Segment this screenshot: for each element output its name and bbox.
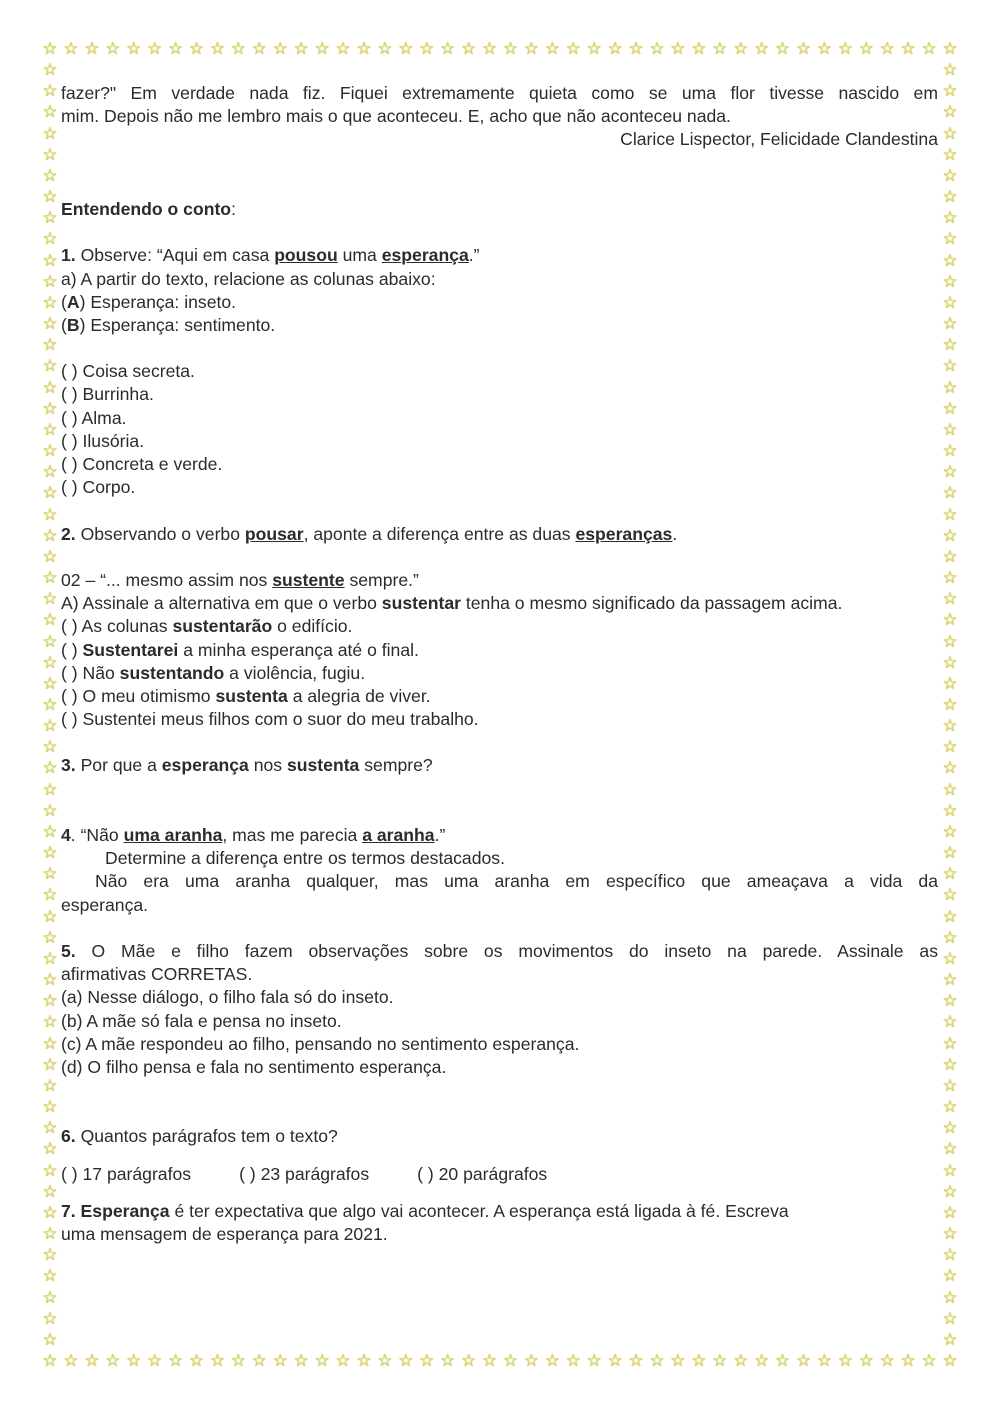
star-icon: ☆ <box>42 716 58 737</box>
star-icon: ☆ <box>879 39 895 59</box>
star-icon: ☆ <box>419 39 435 59</box>
star-icon: ☆ <box>42 398 58 419</box>
star-icon: ☆ <box>42 1287 58 1308</box>
q7-statement: 7. Esperança é ter expectativa que algo vai acontecer. A esperança está ligada à fé. Escreva <box>61 1200 789 1221</box>
star-icon: ☆ <box>795 39 812 59</box>
highlight-a-aranha: a aranha <box>362 825 435 845</box>
star-icon: ☆ <box>942 589 958 610</box>
star-icon: ☆ <box>628 39 644 59</box>
star-icon: ☆ <box>42 1266 58 1287</box>
star-icon: ☆ <box>942 1012 958 1033</box>
star-icon: ☆ <box>356 1351 372 1371</box>
star-icon: ☆ <box>942 546 958 567</box>
star-icon: ☆ <box>942 377 958 398</box>
star-icon: ☆ <box>42 187 58 208</box>
star-icon: ☆ <box>314 39 330 59</box>
star-icon: ☆ <box>523 1351 540 1371</box>
star-icon: ☆ <box>942 335 958 356</box>
star-icon: ☆ <box>942 1097 958 1118</box>
star-icon: ☆ <box>230 1351 246 1371</box>
star-icon: ☆ <box>942 631 958 652</box>
star-icon: ☆ <box>42 123 58 144</box>
star-icon: ☆ <box>942 1329 958 1350</box>
star-icon: ☆ <box>837 39 853 59</box>
q02-option[interactable]: ( ) O meu otimismo sustenta a alegria de viver. <box>61 685 431 706</box>
star-icon: ☆ <box>942 1033 958 1054</box>
intro-line-1: fazer?" Em verdade nada fiz. Fiquei extremamente quieta como se uma flor tivesse nascido em <box>61 83 938 103</box>
star-icon: ☆ <box>398 1351 414 1371</box>
q4-instruction: Determine a diferença entre os termos destacados. <box>105 848 505 869</box>
star-icon: ☆ <box>42 462 58 483</box>
star-icon: ☆ <box>460 39 477 59</box>
star-icon: ☆ <box>942 1245 958 1266</box>
q02-option[interactable]: ( ) As colunas sustentarão o edifício. <box>61 616 353 637</box>
q1-option-a: (A) Esperança: inseto. <box>61 291 237 312</box>
star-icon: ☆ <box>188 1351 205 1371</box>
star-icon: ☆ <box>105 39 121 59</box>
star-icon: ☆ <box>942 314 958 335</box>
star-icon: ☆ <box>42 1181 58 1202</box>
star-icon: ☆ <box>42 208 58 229</box>
star-icon: ☆ <box>712 39 728 59</box>
star-icon: ☆ <box>42 1329 58 1350</box>
star-icon: ☆ <box>42 1118 58 1139</box>
star-icon: ☆ <box>942 398 958 419</box>
star-icon: ☆ <box>272 39 288 59</box>
star-icon: ☆ <box>754 39 770 59</box>
star-icon: ☆ <box>607 39 623 59</box>
q1-instruction: a) A partir do texto, relacione as colunas abaixo: <box>61 268 436 289</box>
q5-statement: 5. O Mãe e filho fazem observações sobre os movimentos do inseto na parede. Assinale as <box>61 940 938 961</box>
star-icon: ☆ <box>42 652 58 673</box>
star-icon: ☆ <box>502 39 519 59</box>
star-icon: ☆ <box>942 885 958 906</box>
star-icon: ☆ <box>942 462 958 483</box>
star-icon: ☆ <box>942 1139 958 1160</box>
star-icon: ☆ <box>377 39 393 59</box>
highlight-uma-aranha: uma aranha <box>123 825 223 845</box>
highlight-sustente: sustente <box>272 569 345 590</box>
star-icon: ☆ <box>565 39 581 59</box>
star-icon: ☆ <box>335 39 351 59</box>
star-icon: ☆ <box>942 1075 958 1096</box>
star-icon: ☆ <box>837 1351 853 1371</box>
q7-statement-2: uma mensagem de esperança para 2021. <box>61 1224 388 1244</box>
star-icon: ☆ <box>942 673 958 694</box>
star-icon: ☆ <box>42 737 58 758</box>
star-icon: ☆ <box>942 483 958 504</box>
star-icon: ☆ <box>42 864 58 885</box>
star-icon: ☆ <box>942 81 958 102</box>
star-icon: ☆ <box>42 1308 58 1329</box>
star-icon: ☆ <box>42 250 58 271</box>
star-icon: ☆ <box>419 1351 435 1371</box>
star-icon: ☆ <box>42 991 58 1012</box>
q1-item[interactable]: ( ) Alma. <box>61 407 127 428</box>
star-icon: ☆ <box>42 1224 58 1245</box>
star-icon: ☆ <box>42 843 58 864</box>
star-icon: ☆ <box>712 1351 728 1371</box>
star-icon: ☆ <box>942 144 958 165</box>
q5-statement-2: afirmativas CORRETAS. <box>61 964 253 985</box>
q02-option[interactable]: ( ) Não sustentando a violência, fugiu. <box>61 662 366 683</box>
star-icon: ☆ <box>42 292 58 313</box>
star-icon: ☆ <box>942 610 958 631</box>
star-icon: ☆ <box>272 1351 288 1371</box>
star-icon: ☆ <box>42 483 58 504</box>
q2-statement: 2. Observando o verbo pousar, aponte a diferença entre as duas esperanças. <box>61 523 678 544</box>
star-icon: ☆ <box>691 39 707 59</box>
star-icon: ☆ <box>42 60 58 81</box>
star-icon: ☆ <box>167 39 184 59</box>
star-icon: ☆ <box>942 1118 958 1139</box>
star-icon: ☆ <box>942 208 958 229</box>
star-icon: ☆ <box>481 1351 498 1371</box>
q5-item[interactable]: (b) A mãe só fala e pensa no inseto. <box>61 1010 342 1031</box>
star-icon: ☆ <box>42 441 58 462</box>
worksheet-content <box>61 82 938 1246</box>
q4-statement: 4. “Não uma aranha, mas me parecia a aranha.” <box>61 825 446 845</box>
highlight-pousar: pousar <box>244 523 304 544</box>
star-icon: ☆ <box>628 1351 644 1371</box>
star-icon: ☆ <box>942 779 958 800</box>
q6-statement: 6. Quantos parágrafos tem o texto? <box>61 1126 338 1147</box>
star-icon: ☆ <box>398 39 414 59</box>
q5-item[interactable]: (d) O filho pensa e fala no sentimento esperança. <box>61 1056 447 1077</box>
star-icon: ☆ <box>942 419 958 440</box>
star-icon: ☆ <box>942 356 958 377</box>
star-icon: ☆ <box>42 948 58 969</box>
star-icon: ☆ <box>42 906 58 927</box>
star-icon: ☆ <box>42 1054 58 1075</box>
star-icon: ☆ <box>921 1351 937 1371</box>
star-icon: ☆ <box>523 39 540 59</box>
star-icon: ☆ <box>942 821 958 842</box>
star-icon: ☆ <box>460 1351 477 1371</box>
highlight-esperancas: esperanças <box>575 523 673 544</box>
star-icon: ☆ <box>586 39 602 59</box>
star-icon: ☆ <box>816 39 833 59</box>
star-icon: ☆ <box>670 1351 686 1371</box>
q1-item[interactable]: ( ) Ilusória. <box>61 430 145 451</box>
star-icon: ☆ <box>691 1351 707 1371</box>
star-icon: ☆ <box>942 737 958 758</box>
star-icon: ☆ <box>42 314 58 335</box>
star-icon: ☆ <box>544 1351 560 1371</box>
star-icon: ☆ <box>377 1351 393 1371</box>
star-icon: ☆ <box>942 652 958 673</box>
star-icon: ☆ <box>230 39 246 59</box>
star-icon: ☆ <box>816 1351 833 1371</box>
q1-item[interactable]: ( ) Concreta e verde. <box>61 454 223 474</box>
star-icon: ☆ <box>942 695 958 715</box>
q02-option[interactable]: ( ) Sustentarei a minha esperança até o final. <box>61 639 419 660</box>
star-icon: ☆ <box>42 102 58 123</box>
star-icon: ☆ <box>209 1351 226 1371</box>
q1-option-b: (B) Esperança: sentimento. <box>61 314 276 335</box>
star-icon: ☆ <box>733 1351 749 1371</box>
star-icon: ☆ <box>42 885 58 906</box>
star-icon: ☆ <box>209 39 226 59</box>
star-icon: ☆ <box>942 1054 958 1075</box>
citation: Clarice Lispector, Felicidade Clandestina <box>620 129 938 150</box>
star-icon: ☆ <box>795 1351 812 1371</box>
star-icon: ☆ <box>942 271 958 292</box>
q02-option[interactable]: ( ) Sustentei meus filhos com o suor do meu trabalho. <box>61 709 479 730</box>
star-icon: ☆ <box>42 504 58 525</box>
star-icon: ☆ <box>774 1351 791 1371</box>
star-icon: ☆ <box>858 1351 874 1371</box>
star-icon: ☆ <box>42 1351 58 1371</box>
star-icon: ☆ <box>649 39 665 59</box>
highlight-pousou: pousou <box>274 245 338 266</box>
q1-item[interactable]: ( ) Burrinha. <box>61 384 154 405</box>
star-icon: ☆ <box>105 1351 121 1371</box>
star-icon: ☆ <box>42 821 58 842</box>
star-icon: ☆ <box>942 948 958 969</box>
star-icon: ☆ <box>147 1351 163 1371</box>
star-icon: ☆ <box>42 39 58 59</box>
star-icon: ☆ <box>126 1351 142 1371</box>
star-icon: ☆ <box>42 779 58 800</box>
star-icon: ☆ <box>942 800 958 821</box>
star-icon: ☆ <box>858 39 874 59</box>
star-icon: ☆ <box>42 1160 58 1181</box>
star-icon: ☆ <box>942 1266 958 1287</box>
star-icon: ☆ <box>942 187 958 208</box>
star-icon: ☆ <box>42 419 58 440</box>
star-icon: ☆ <box>84 39 100 59</box>
star-icon: ☆ <box>251 1351 267 1371</box>
star-icon: ☆ <box>670 39 686 59</box>
star-icon: ☆ <box>942 927 958 948</box>
q1-item[interactable]: ( ) Coisa secreta. <box>61 361 195 382</box>
star-icon: ☆ <box>481 39 498 59</box>
star-icon: ☆ <box>942 102 958 123</box>
q5-item[interactable]: (c) A mãe respondeu ao filho, pensando no sentimento esperança. <box>61 1033 580 1054</box>
star-icon: ☆ <box>607 1351 623 1371</box>
star-icon: ☆ <box>335 1351 351 1371</box>
star-icon: ☆ <box>42 927 58 948</box>
star-icon: ☆ <box>42 335 58 356</box>
star-icon: ☆ <box>42 1097 58 1118</box>
star-icon: ☆ <box>42 229 58 250</box>
star-icon: ☆ <box>942 1287 958 1308</box>
star-icon: ☆ <box>942 250 958 271</box>
star-icon: ☆ <box>147 39 163 59</box>
q6-options <box>61 1163 938 1186</box>
star-icon: ☆ <box>565 1351 581 1371</box>
star-icon: ☆ <box>921 39 937 59</box>
star-icon: ☆ <box>42 1075 58 1096</box>
star-icon: ☆ <box>942 441 958 462</box>
q5-item[interactable]: (a) Nesse diálogo, o filho fala só do inseto. <box>61 987 394 1008</box>
q6-option[interactable]: ( ) 23 parágrafos <box>239 1163 370 1184</box>
q6-option[interactable]: ( ) 17 parágrafos <box>61 1163 192 1184</box>
star-icon: ☆ <box>502 1351 519 1371</box>
q02-instruction: A) Assinale a alternativa em que o verbo sustentar tenha o mesmo significado da passagem acima. <box>61 593 843 614</box>
star-icon: ☆ <box>942 843 958 864</box>
star-icon: ☆ <box>942 864 958 885</box>
star-icon: ☆ <box>63 1351 79 1371</box>
star-icon: ☆ <box>42 800 58 821</box>
star-icon: ☆ <box>251 39 267 59</box>
star-icon: ☆ <box>188 39 205 59</box>
star-icon: ☆ <box>942 60 958 81</box>
star-icon: ☆ <box>942 39 958 59</box>
star-icon: ☆ <box>942 229 958 250</box>
star-icon: ☆ <box>942 568 958 589</box>
star-icon: ☆ <box>900 1351 916 1371</box>
star-icon: ☆ <box>942 1308 958 1329</box>
highlight-esperanca: esperança <box>381 245 469 266</box>
star-icon: ☆ <box>942 991 958 1012</box>
star-icon: ☆ <box>900 39 916 59</box>
star-icon: ☆ <box>42 673 58 694</box>
star-icon: ☆ <box>42 695 58 715</box>
star-icon: ☆ <box>942 1202 958 1223</box>
star-icon: ☆ <box>754 1351 770 1371</box>
star-icon: ☆ <box>942 716 958 737</box>
star-icon: ☆ <box>942 525 958 546</box>
star-icon: ☆ <box>42 970 58 991</box>
star-icon: ☆ <box>942 1160 958 1181</box>
star-icon: ☆ <box>942 292 958 313</box>
star-icon: ☆ <box>293 39 309 59</box>
q3-statement: 3. Por que a esperança nos sustenta sempre? <box>61 755 433 776</box>
star-icon: ☆ <box>942 165 958 186</box>
star-icon: ☆ <box>356 39 372 59</box>
star-icon: ☆ <box>293 1351 309 1371</box>
star-icon: ☆ <box>942 906 958 927</box>
star-icon: ☆ <box>84 1351 100 1371</box>
q4-answer-line-2: esperança. <box>61 894 149 915</box>
star-icon: ☆ <box>942 123 958 144</box>
star-icon: ☆ <box>774 39 791 59</box>
star-icon: ☆ <box>167 1351 184 1371</box>
star-icon: ☆ <box>879 1351 895 1371</box>
star-icon: ☆ <box>942 1351 958 1371</box>
star-icon: ☆ <box>42 568 58 589</box>
q02-statement: 02 – “... mesmo assim nos sustente sempre.” <box>61 569 419 590</box>
section-title: Entendendo o conto: <box>61 198 236 219</box>
q1-item[interactable]: ( ) Corpo. <box>61 477 136 498</box>
intro-line-2: mim. Depois não me lembro mais o que aconteceu. E, acho que não aconteceu nada. <box>61 106 731 127</box>
star-icon: ☆ <box>440 1351 456 1371</box>
star-icon: ☆ <box>42 144 58 165</box>
star-icon: ☆ <box>42 546 58 567</box>
star-icon: ☆ <box>42 271 58 292</box>
star-icon: ☆ <box>440 39 456 59</box>
star-icon: ☆ <box>42 1245 58 1266</box>
star-icon: ☆ <box>586 1351 602 1371</box>
star-icon: ☆ <box>42 1202 58 1223</box>
q4-answer-line-1: Não era uma aranha qualquer, mas uma aranha em específico que ameaçava a vida da <box>95 871 938 892</box>
star-icon: ☆ <box>42 525 58 546</box>
q6-option[interactable]: ( ) 20 parágrafos <box>417 1163 548 1184</box>
star-icon: ☆ <box>42 81 58 102</box>
star-icon: ☆ <box>42 1139 58 1160</box>
q1-statement: 1. Observe: “Aqui em casa pousou uma esperança.” <box>61 245 480 266</box>
star-icon: ☆ <box>942 970 958 991</box>
star-icon: ☆ <box>42 1012 58 1033</box>
star-icon: ☆ <box>42 377 58 398</box>
star-icon: ☆ <box>942 1181 958 1202</box>
star-icon: ☆ <box>42 758 58 779</box>
star-icon: ☆ <box>942 758 958 779</box>
star-icon: ☆ <box>942 1224 958 1245</box>
star-icon: ☆ <box>42 165 58 186</box>
star-icon: ☆ <box>649 1351 665 1371</box>
star-icon: ☆ <box>63 39 79 59</box>
star-icon: ☆ <box>314 1351 330 1371</box>
star-icon: ☆ <box>42 610 58 631</box>
star-icon: ☆ <box>942 504 958 525</box>
star-icon: ☆ <box>733 39 749 59</box>
star-icon: ☆ <box>42 589 58 610</box>
star-icon: ☆ <box>42 631 58 652</box>
star-icon: ☆ <box>544 39 560 59</box>
star-icon: ☆ <box>42 1033 58 1054</box>
star-icon: ☆ <box>42 356 58 377</box>
star-icon: ☆ <box>126 39 142 59</box>
